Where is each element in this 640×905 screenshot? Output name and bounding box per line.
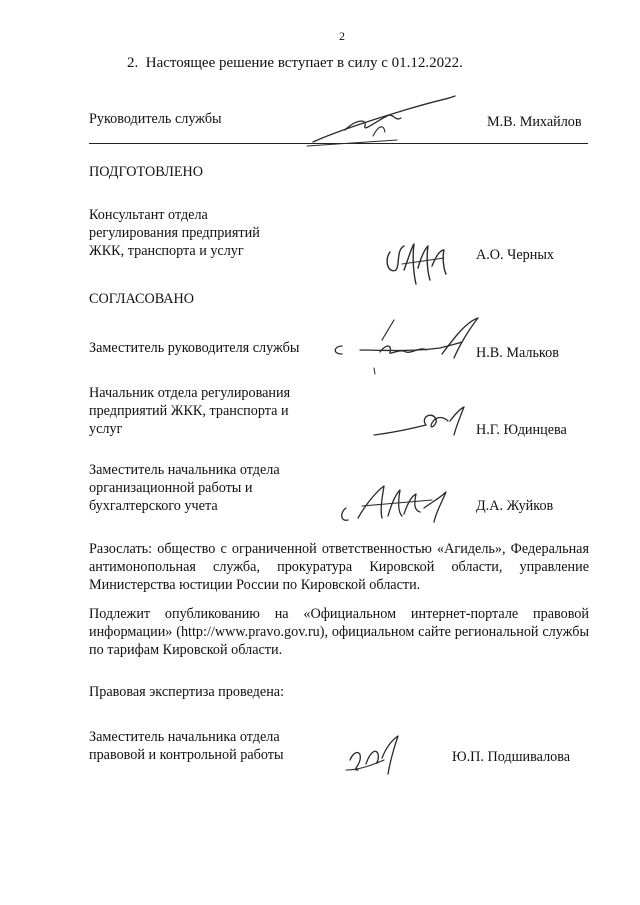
prepared-position-line: регулирования предприятий <box>89 225 260 241</box>
agreed-signature-1 <box>330 314 480 374</box>
head-position: Руководитель службы <box>89 111 222 127</box>
prepared-position <box>89 206 260 260</box>
distribution-paragraph: Разослать: общество с ограниченной ответственностью «Агидель», Федеральная антимонопольная служба, прокуратура Кировской области, управление Министерства юстиции России по Кировской области. <box>89 541 589 593</box>
page-number: 2 <box>339 29 345 43</box>
agreed-position-line: бухгалтерского учета <box>89 498 218 514</box>
legal-review-name: Ю.П. Подшивалова <box>452 749 571 765</box>
agreed-name: Н.В. Мальков <box>476 345 559 361</box>
head-name: М.В. Михайлов <box>487 114 582 130</box>
agreed-position-line: организационной работы и <box>89 480 253 496</box>
clause-2 <box>127 54 463 72</box>
prepared-signature <box>382 240 452 290</box>
agreed-name: Д.А. Жуйков <box>476 498 554 514</box>
agreed-position-line: Заместитель начальника отдела <box>89 462 280 478</box>
agreed-signature-2 <box>370 405 470 441</box>
clause-text: Настоящее решение вступает в силу с 01.12.2022. <box>145 55 463 71</box>
agreed-heading: СОГЛАСОВАНО <box>89 291 195 307</box>
head-signature <box>305 92 465 152</box>
legal-review-heading: Правовая экспертиза проведена: <box>89 684 285 700</box>
prepared-position-line: Консультант отдела <box>89 207 208 223</box>
prepared-heading: ПОДГОТОВЛЕНО <box>89 164 203 180</box>
legal-review-position-line: правовой и контрольной работы <box>89 747 284 763</box>
agreed-name: Н.Г. Юдинцева <box>476 422 567 438</box>
clause-number: 2. <box>127 55 139 71</box>
prepared-name: А.О. Черных <box>476 247 554 263</box>
agreed-position-line: Начальник отдела регулирования <box>89 385 291 401</box>
publication-paragraph: Подлежит опубликованию на «Официальном интернет-портале правовой информации» (http://www.pravo.gov.ru), официальном сайте региональной службы по тарифам Кировской области. <box>89 606 589 658</box>
agreed-position: Заместитель руководителя службы <box>89 340 300 356</box>
legal-review-position <box>89 728 284 764</box>
legal-review-signature <box>344 730 404 780</box>
agreed-position <box>89 384 290 438</box>
agreed-position <box>89 461 280 515</box>
agreed-signature-3 <box>336 478 466 528</box>
agreed-position-line: предприятий ЖКК, транспорта и <box>89 403 289 419</box>
prepared-position-line: ЖКК, транспорта и услуг <box>89 243 244 259</box>
legal-review-position-line: Заместитель начальника отдела <box>89 729 280 745</box>
agreed-position-line: услуг <box>89 421 123 437</box>
